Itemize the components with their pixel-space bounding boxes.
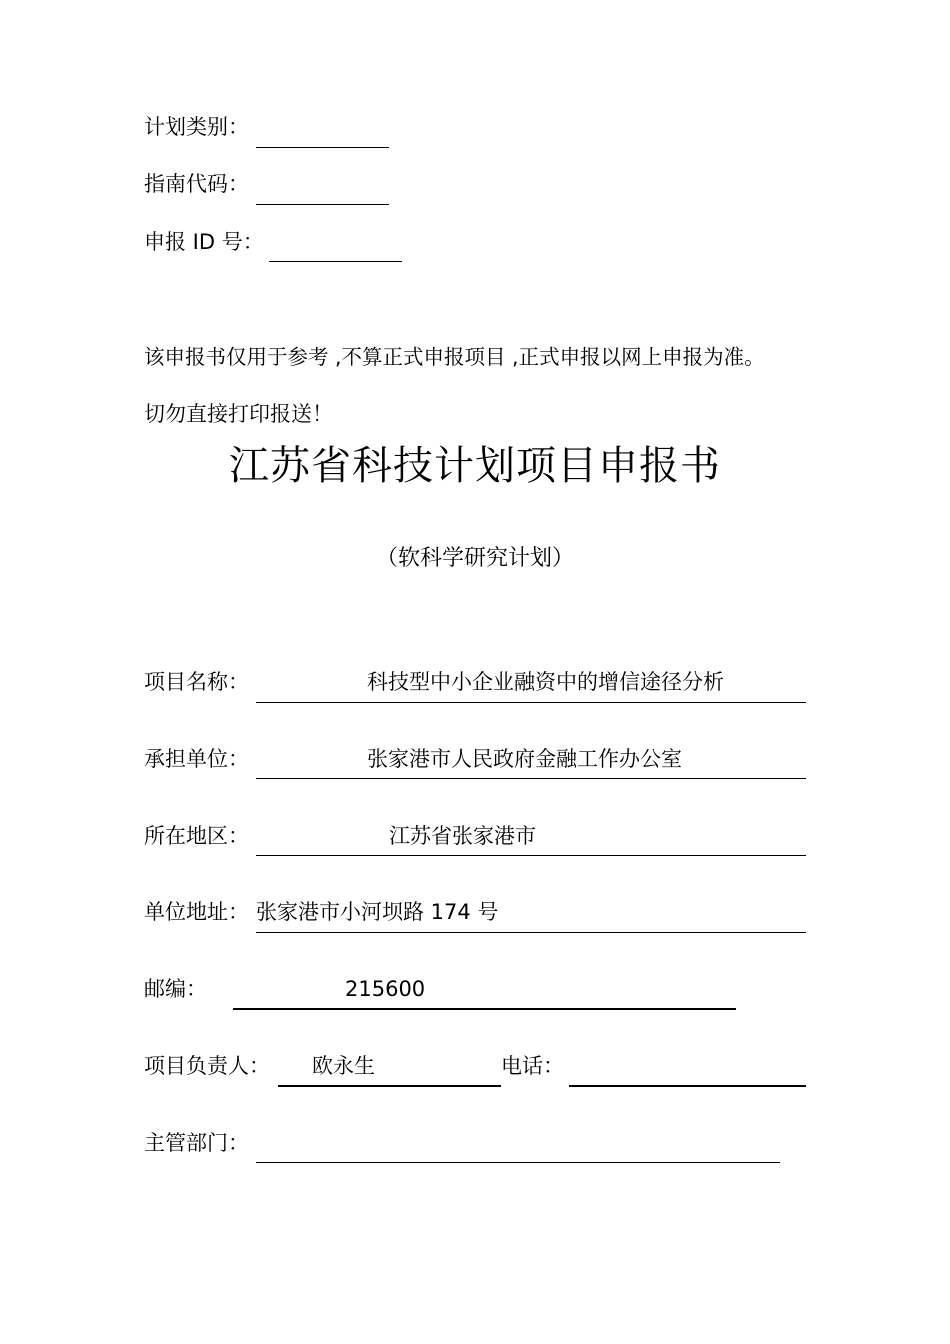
postcode-label: 邮编： bbox=[144, 977, 207, 1001]
project-leader-value: 欧永生 bbox=[312, 1054, 375, 1078]
undertaking-unit-value: 张家港市人民政府金融工作办公室 bbox=[367, 747, 682, 771]
guide-code-field[interactable] bbox=[256, 204, 389, 205]
postcode-value: 215600 bbox=[345, 977, 426, 1001]
competent-department-label: 主管部门： bbox=[144, 1131, 249, 1155]
competent-department-field[interactable] bbox=[256, 1162, 780, 1163]
region-field[interactable] bbox=[256, 855, 806, 856]
plan-category-label: 计划类别： bbox=[144, 115, 249, 139]
phone-field[interactable] bbox=[569, 1085, 806, 1087]
project-leader-field[interactable] bbox=[278, 1085, 501, 1087]
undertaking-unit-label: 承担单位： bbox=[144, 747, 249, 771]
notice-line-2: 切勿直接打印报送！ bbox=[144, 402, 333, 426]
document-title: 江苏省科技计划项目申报书 bbox=[229, 443, 721, 489]
application-id-label: 申报 ID 号： bbox=[144, 230, 264, 254]
unit-address-field[interactable] bbox=[256, 932, 806, 933]
notice-line-1: 该申报书仅用于参考 ,不算正式申报项目 ,正式申报以网上申报为准。 bbox=[144, 345, 765, 369]
region-label: 所在地区： bbox=[144, 824, 249, 848]
project-leader-label: 项目负责人： bbox=[144, 1054, 270, 1078]
project-name-field[interactable] bbox=[256, 702, 806, 703]
phone-label: 电话： bbox=[501, 1054, 564, 1078]
document-subtitle: （软科学研究计划） bbox=[375, 546, 574, 571]
plan-category-field[interactable] bbox=[256, 147, 389, 148]
undertaking-unit-field[interactable] bbox=[256, 778, 806, 779]
project-name-label: 项目名称： bbox=[144, 670, 249, 694]
application-id-field[interactable] bbox=[269, 261, 402, 262]
guide-code-label: 指南代码： bbox=[144, 172, 249, 196]
project-name-value: 科技型中小企业融资中的增信途径分析 bbox=[367, 670, 724, 694]
postcode-field[interactable] bbox=[233, 1008, 736, 1010]
unit-address-label: 单位地址： bbox=[144, 900, 249, 924]
region-value: 江苏省张家港市 bbox=[389, 824, 536, 848]
unit-address-value: 张家港市小河坝路 174 号 bbox=[256, 900, 499, 924]
